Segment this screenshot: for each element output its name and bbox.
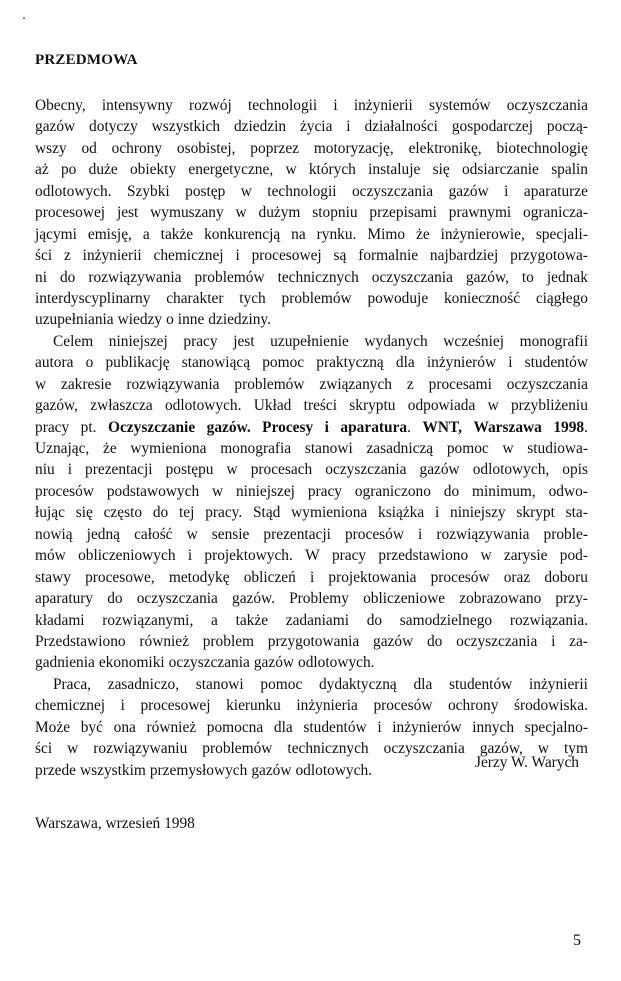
text-line: wszy od ochrony osobistej, poprzez motoryzację, elektronikę, biotechnologię	[35, 139, 588, 157]
text-line: procesowej jest wymuszany w dużym stopniu przepisami prawnymi ogranicza-	[35, 204, 588, 222]
text-line: Może być ona również pomocna dla studentów i inżynierów innych specjalno-	[35, 718, 588, 736]
text-line: stawy procesowe, metodykę obliczeń i projektowania procesów oraz doboru	[35, 568, 588, 586]
text-line: gadnienia ekonomiki oczyszczania gazów odlotowych.	[35, 654, 375, 672]
text-line: Obecny, intensywny rozwój technologii i inżynierii systemów oczyszczania	[35, 97, 588, 114]
page-number: 5	[573, 932, 581, 949]
text-line: Uznając, że wymieniona monografia stanowi zasadniczą pomoc w studiowa-	[35, 440, 588, 457]
text-line: ści w rozwiązywaniu problemów technicznych oczyszczania gazów, w tym	[35, 740, 588, 758]
text-line: niu i prezentacji postępu w procesach oczyszczania gazów odlotowych, opis	[35, 461, 588, 479]
preface-body-text	[35, 95, 588, 781]
text-line: aż po duże obiekty energetyczne, w których instaluje się odsiarczanie spalin	[35, 161, 588, 179]
text-line: przede wszystkim przemysłowych gazów odlotowych.	[35, 761, 373, 779]
text-line: Celem niniejszej pracy jest uzupełnienie wydanych wcześniej monografii	[53, 332, 588, 350]
text-line: chemicznej i procesowej kierunku inżynieria procesów ochrony środowiska.	[35, 697, 588, 715]
text-line: kładami rozwiązanymi, a także zadaniami do samodzielnego rozwiązania.	[35, 611, 588, 629]
text-line: jącymi emisję, a także konkurencją na rynku. Mimo że inżynierowie, specjali-	[35, 225, 588, 243]
text-line: pracy pt. Oczyszczanie gazów. Procesy i aparatura. WNT, Warszawa 1998.	[35, 418, 588, 436]
page-heading: PRZEDMOWA	[35, 52, 138, 68]
text-line: Przedstawiono również problem przygotowania gazów do oczyszczania i za-	[35, 632, 588, 650]
text-line: interdyscyplinarny charakter tych problemów powoduje konieczność ciągłego	[35, 289, 588, 307]
author-signature: Jerzy W. Warych	[474, 754, 579, 771]
scan-artifact-mark	[23, 17, 25, 19]
place-and-date: Warszawa, wrzesień 1998	[35, 815, 195, 832]
text-line: gazów, zwłaszcza odlotowych. Układ treści skryptu odpowiada w przybliżeniu	[35, 397, 588, 415]
text-line: mów obliczeniowych i projektowych. W pracy przedstawiono w zarysie pod-	[35, 547, 588, 565]
text-line: ści z inżynierii chemicznej i procesowej są formalnie najbardziej przygotowa-	[35, 247, 588, 265]
text-line: łując się często do tej pracy. Stąd wymieniona książka i niniejszy skrypt sta-	[35, 504, 588, 522]
text-line: w zakresie rozwiązywania problemów związanych z procesami oczyszczania	[35, 375, 588, 393]
text-line: odlotowych. Szybki postęp w technologii oczyszczania gazów i aparaturze	[35, 182, 588, 200]
text-line: ni do rozwiązywania problemów technicznych oczyszczania gazów, to jednak	[35, 268, 588, 286]
text-line: Praca, zasadniczo, stanowi pomoc dydaktyczną dla studentów inżynierii	[53, 675, 588, 693]
text-line: uzupełniania wiedzy o inne dziedziny.	[35, 311, 271, 329]
text-line: nowią jedną całość w sensie prezentacji procesów i rozwiązywania proble-	[35, 525, 588, 543]
text-line: procesów podstawowych w niniejszej pracy ograniczono do minimum, odwo-	[35, 482, 588, 500]
text-line: gazów dotyczy wszystkich dziedzin życia i działalności gospodarczej począ-	[35, 118, 588, 136]
text-line: aparatury do oczyszczania gazów. Problemy obliczeniowe zobrazowano przy-	[35, 590, 588, 608]
text-line: autora o publikację stanowiącą pomoc praktyczną dla inżynierów i studentów	[35, 354, 588, 372]
